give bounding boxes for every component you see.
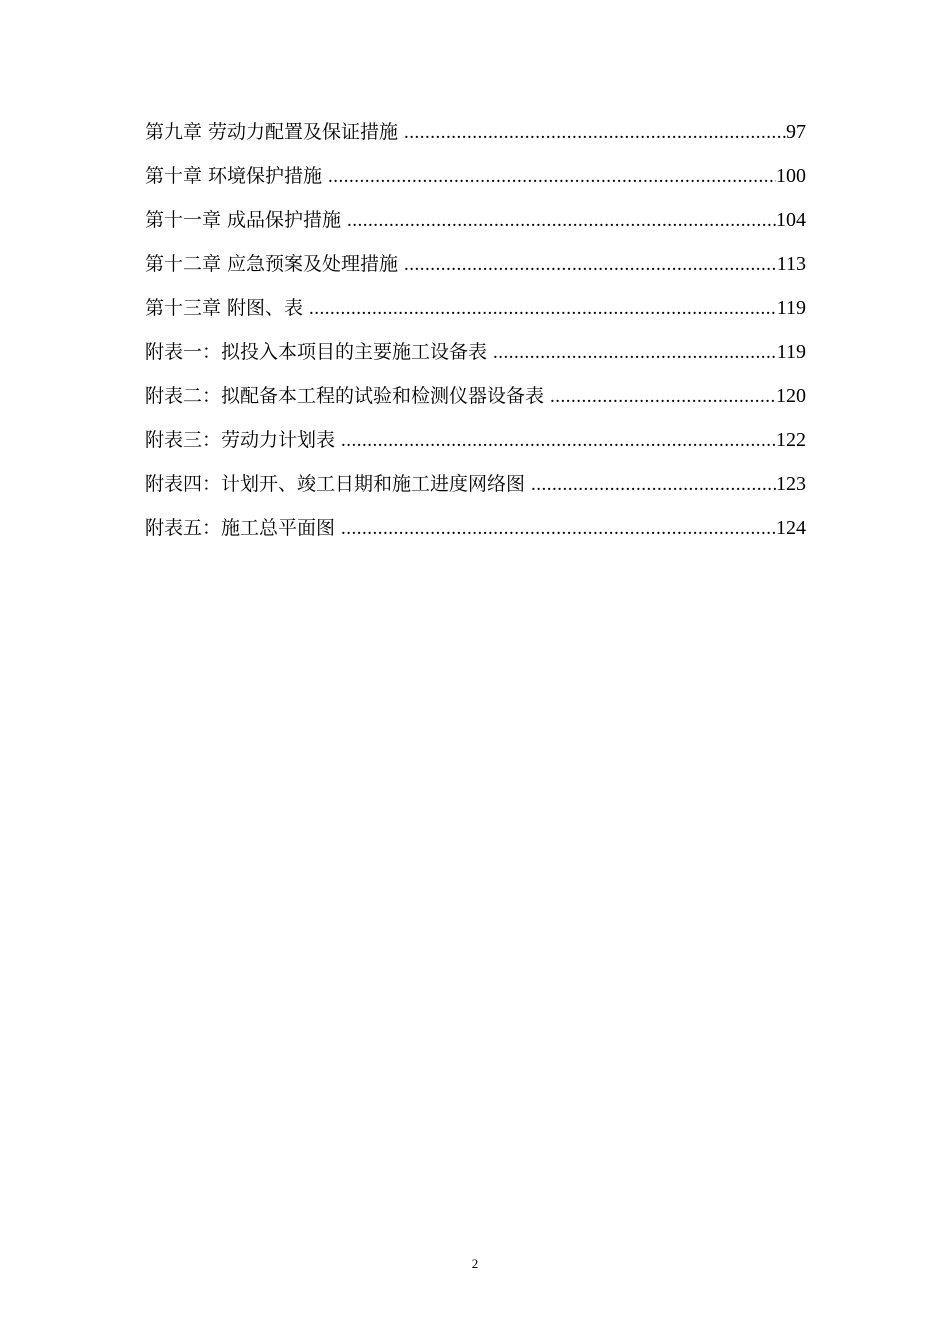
table-of-contents xyxy=(145,110,806,550)
toc-entry-appendix-5[interactable] xyxy=(145,506,806,550)
toc-entry-chapter-13[interactable] xyxy=(145,286,806,330)
toc-entry-page: 123 xyxy=(776,473,806,495)
toc-entry-title: 附表三：劳动力计划表 xyxy=(145,429,336,451)
toc-dot-leader xyxy=(531,463,776,507)
toc-entry-appendix-3[interactable] xyxy=(145,418,806,462)
toc-entry-chapter-9[interactable] xyxy=(145,110,806,154)
toc-entry-title: 第十三章 附图、表 xyxy=(145,297,304,319)
toc-entry-title: 附表五：施工总平面图 xyxy=(145,517,336,539)
toc-entry-title: 附表一：拟投入本项目的主要施工设备表 xyxy=(145,341,488,363)
toc-entry-appendix-1[interactable] xyxy=(145,330,806,374)
toc-entry-title: 第十二章 应急预案及处理措施 xyxy=(145,253,399,275)
toc-dot-leader xyxy=(341,419,776,463)
toc-entry-appendix-2[interactable] xyxy=(145,374,806,418)
toc-dot-leader xyxy=(328,155,776,199)
toc-entry-page: 119 xyxy=(776,341,806,363)
toc-entry-title: 第九章 劳动力配置及保证措施 xyxy=(145,121,399,143)
toc-dot-leader xyxy=(309,287,777,331)
toc-entry-chapter-11[interactable] xyxy=(145,198,806,242)
toc-entry-page: 97 xyxy=(786,121,806,143)
toc-entry-chapter-10[interactable] xyxy=(145,154,806,198)
toc-dot-leader xyxy=(404,111,786,155)
toc-entry-title: 附表四：计划开、竣工日期和施工进度网络图 xyxy=(145,473,526,495)
toc-entry-title: 第十一章 成品保护措施 xyxy=(145,209,342,231)
toc-entry-page: 113 xyxy=(776,253,806,275)
page-number: 2 xyxy=(471,1256,479,1271)
toc-entry-page: 120 xyxy=(776,385,806,407)
toc-dot-leader xyxy=(550,375,776,419)
toc-entry-page: 122 xyxy=(776,429,806,451)
toc-dot-leader xyxy=(341,507,776,551)
toc-entry-page: 100 xyxy=(776,165,806,187)
toc-entry-appendix-4[interactable] xyxy=(145,462,806,506)
toc-entry-page: 119 xyxy=(776,297,806,319)
toc-dot-leader xyxy=(347,199,776,243)
toc-entry-chapter-12[interactable] xyxy=(145,242,806,286)
toc-entry-page: 124 xyxy=(776,517,806,539)
toc-dot-leader xyxy=(493,331,777,375)
toc-entry-page: 104 xyxy=(776,209,806,231)
toc-entry-title: 附表二：拟配备本工程的试验和检测仪器设备表 xyxy=(145,385,545,407)
toc-entry-title: 第十章 环境保护措施 xyxy=(145,165,323,187)
toc-dot-leader xyxy=(404,243,777,287)
